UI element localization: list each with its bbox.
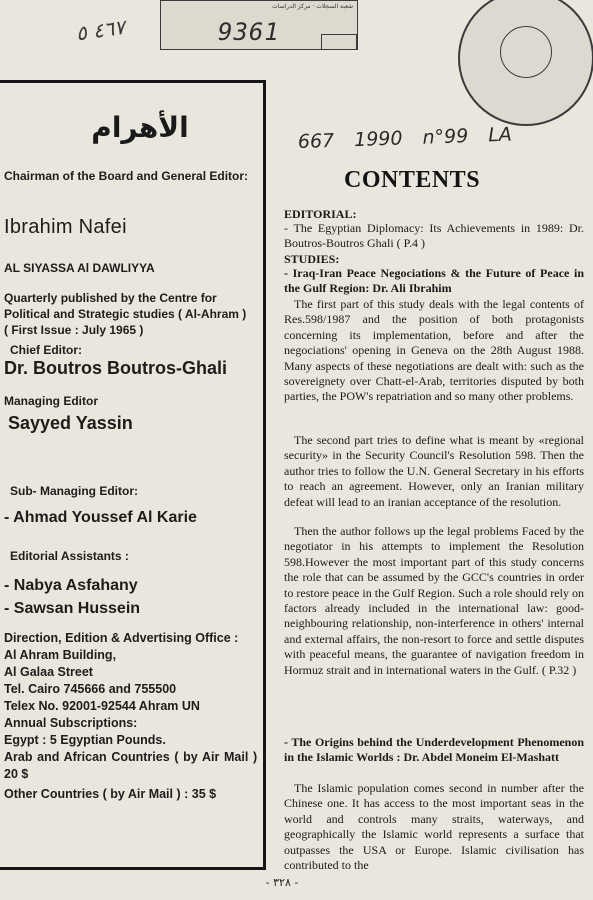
journal-name: AL SIYASSA Al DAWLIYYA bbox=[4, 261, 155, 275]
contents-title: CONTENTS bbox=[344, 167, 481, 193]
office-line: Telex No. 92001-92544 Ahram UN bbox=[4, 699, 200, 713]
page-number: - ٣٢٨ - bbox=[265, 876, 299, 889]
study-paragraph: The second part tries to define what is meant by «regional security» in the Security Council's Resolution 598. Then the author tries to follow the U.N. General Secretary in his efforts to reach an agreement. However, only an Iranian military defeat will lead to an iranian acceptance of the resolution. bbox=[284, 433, 584, 509]
study-paragraph: The Islamic population comes second in number after the Chinese one. It has access to the most important seas in the world and controls many straits, waterways, and geographically the Islamic world represents a surface that outpasses the USA or Europe. Islamic civilisation has contributed to the bbox=[284, 781, 584, 873]
round-seal-emblem bbox=[500, 26, 552, 78]
office-label: Direction, Edition & Advertising Office : bbox=[4, 631, 239, 645]
office-line: Al Ahram Building, bbox=[4, 648, 117, 662]
al-ahram-logo: الأهرام bbox=[91, 110, 189, 144]
office-line: Tel. Cairo 745666 and 755500 bbox=[4, 682, 177, 696]
sub-managing-label: Sub- Managing Editor: bbox=[10, 484, 138, 498]
study-title: - Iraq-Iran Peace Negociations & the Future of Peace in the Gulf Region: Dr. Ali Ibrahim bbox=[284, 266, 584, 296]
publication-note: Quarterly published by the Centre for Political and Strategic studies ( Al-Ahram ) bbox=[4, 291, 247, 321]
study-paragraph: The first part of this study deals with the legal contents of Res.598/1987 and the position of both protagonists concerning its implementation, before and after the negociations' opening in Geneva on the 28th August 1988. Many aspects of these negotiations are dealt with: such as the sovereignety over Chatt-el-Arab, territories disputed by both parties, the POW's repatriation and so many other problems. bbox=[284, 297, 584, 404]
office-line: Arab and African Countries ( by Air Mail ) : 20 $ bbox=[4, 750, 266, 781]
office-line: Annual Subscriptions: bbox=[4, 716, 138, 730]
office-line: Al Galaa Street bbox=[4, 665, 93, 679]
managing-editor-name: Sayyed Yassin bbox=[8, 413, 133, 433]
first-issue: ( First Issue : July 1965 ) bbox=[4, 323, 144, 337]
editorial-item: - The Egyptian Diplomacy: Its Achievements in 1989: Dr. Boutros-Boutros Ghali ( P.4 ) bbox=[284, 221, 584, 251]
round-seal bbox=[458, 0, 593, 126]
chief-editor-name: Dr. Boutros Boutros-Ghali bbox=[4, 358, 228, 378]
handwritten-reference: 667 1990 n°99 LA bbox=[297, 123, 513, 154]
assistant-item: - Nabya Asfahany bbox=[4, 577, 138, 594]
chief-editor-label: Chief Editor: bbox=[10, 343, 82, 357]
registry-stamp-date-box bbox=[321, 34, 357, 50]
office-line: Egypt : 5 Egyptian Pounds. bbox=[4, 733, 166, 747]
editorial-label: EDITORIAL: bbox=[284, 207, 357, 221]
assistants-label: Editorial Assistants : bbox=[10, 549, 129, 563]
managing-editor-label: Managing Editor bbox=[4, 394, 98, 408]
office-line: Other Countries ( by Air Mail ) : 35 $ bbox=[4, 787, 217, 801]
registry-stamp-header: شعبة السجلات · مركز الدراسات bbox=[272, 3, 353, 10]
assistant-item: - Sawsan Hussein bbox=[4, 600, 141, 617]
study-title: - The Origins behind the Underdevelopment Phenomenon in the Islamic Worlds : Dr. Abdel Moneim El-Mashatt bbox=[284, 735, 584, 765]
chairman-label: Chairman of the Board and General Editor: bbox=[4, 169, 249, 183]
sub-managing-name: - Ahmad Youssef Al Karie bbox=[4, 509, 197, 526]
studies-label: STUDIES: bbox=[284, 252, 340, 266]
chairman-name: Ibrahim Nafei bbox=[4, 216, 127, 238]
registry-number: 9361 bbox=[218, 18, 280, 46]
study-paragraph: Then the author follows up the legal problems Faced by the negotiator in his attempts to implement the Resolution 598.However the most important part of this study concerns the role that can be assumed by the GCC's countries in order to restore peace in the Gulf Region. Such a role should rely on factors already included in the international law: good-neighbouring relationship, non-interference in others' internal and external affairs, the non-resort to force and settle disputes with peaceful means, the guarantee of navigation freedom in Hormuz strait and in international waters in the Gulf. ( P.32 ) bbox=[284, 524, 584, 677]
handwritten-mark: ٤٦٧ ٥ bbox=[74, 14, 127, 46]
